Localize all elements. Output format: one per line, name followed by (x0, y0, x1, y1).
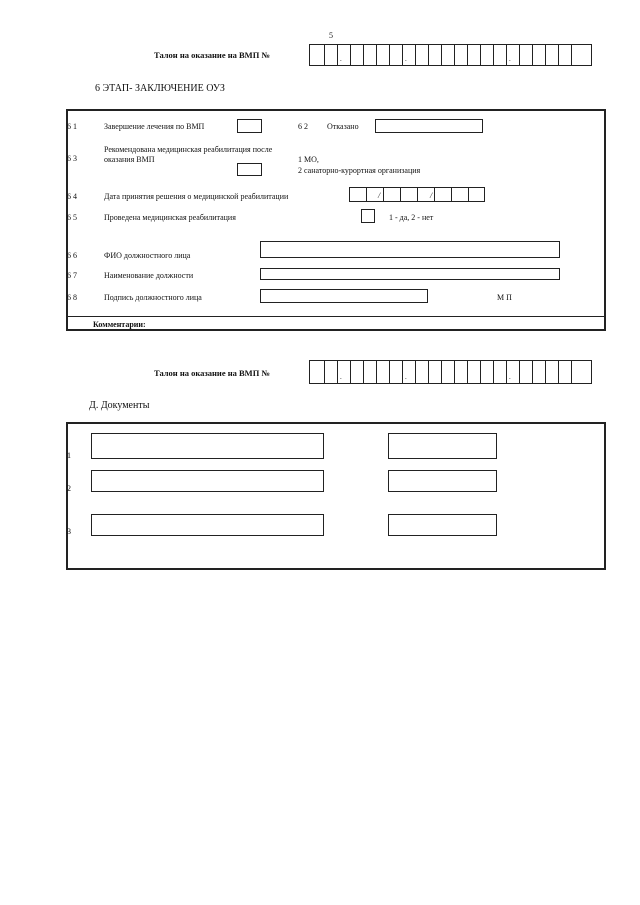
talon-label: Талон на оказание на ВМП № (154, 368, 270, 378)
field-label: ФИО должностного лица (104, 251, 191, 260)
field-label: Завершение лечения по ВМП (104, 122, 205, 131)
document-date-field[interactable] (388, 433, 497, 459)
section-title: 6 ЭТАП- ЗАКЛЮЧЕНИЕ ОУЗ (95, 83, 225, 94)
document-date-field[interactable] (388, 470, 497, 492)
field-number: 6 3 (67, 154, 77, 163)
decision-date-field[interactable] (349, 187, 485, 202)
field-hint: 1 - да, 2 - нет (389, 213, 434, 222)
option-text: 1 МО, (298, 155, 319, 164)
field-number: 6 2 (298, 122, 308, 131)
comments-divider (66, 316, 606, 317)
stamp-label: М П (497, 293, 512, 302)
rehab-recommended-checkbox[interactable] (237, 163, 262, 176)
talon-label: Талон на оказание на ВМП № (154, 50, 270, 60)
document-name-field[interactable] (91, 433, 324, 459)
signature-field[interactable] (260, 289, 428, 303)
date-separator: / (430, 191, 433, 200)
talon-number-field[interactable]: . . . (309, 360, 592, 384)
option-text: 2 санаторно-курортная организация (298, 166, 421, 175)
field-label: Отказано (327, 122, 359, 131)
row-number: 3 (67, 527, 71, 536)
field-number: 6 6 (67, 251, 77, 260)
refused-field[interactable] (375, 119, 483, 133)
field-label: Наименование должности (104, 271, 194, 280)
field-label: Проведена медицинская реабилитация (104, 213, 236, 222)
comments-label: Комментарии: (93, 320, 146, 329)
field-label: Подпись должностного лица (104, 293, 202, 302)
field-number: 6 1 (67, 122, 77, 131)
field-label: оказания ВМП (104, 155, 155, 164)
field-number: 6 7 (67, 271, 77, 280)
document-name-field[interactable] (91, 514, 324, 536)
page-number: 5 (329, 31, 333, 40)
field-label: Дата принятия решения о медицинской реабилитации (104, 192, 289, 201)
talon-number-field[interactable]: . . . (309, 44, 592, 66)
row-number: 1 (67, 451, 71, 460)
official-name-field[interactable] (260, 241, 560, 258)
field-number: 6 8 (67, 293, 77, 302)
treatment-completed-checkbox[interactable] (237, 119, 262, 133)
field-label: Рекомендована медицинская реабилитация после (104, 145, 273, 154)
row-number: 2 (67, 484, 71, 493)
field-number: 6 5 (67, 213, 77, 222)
rehab-done-checkbox[interactable] (361, 209, 375, 223)
document-name-field[interactable] (91, 470, 324, 492)
document-date-field[interactable] (388, 514, 497, 536)
date-separator: / (378, 191, 381, 200)
position-field[interactable] (260, 268, 560, 280)
section-title: Д. Документы (89, 400, 150, 411)
field-number: 6 4 (67, 192, 77, 201)
